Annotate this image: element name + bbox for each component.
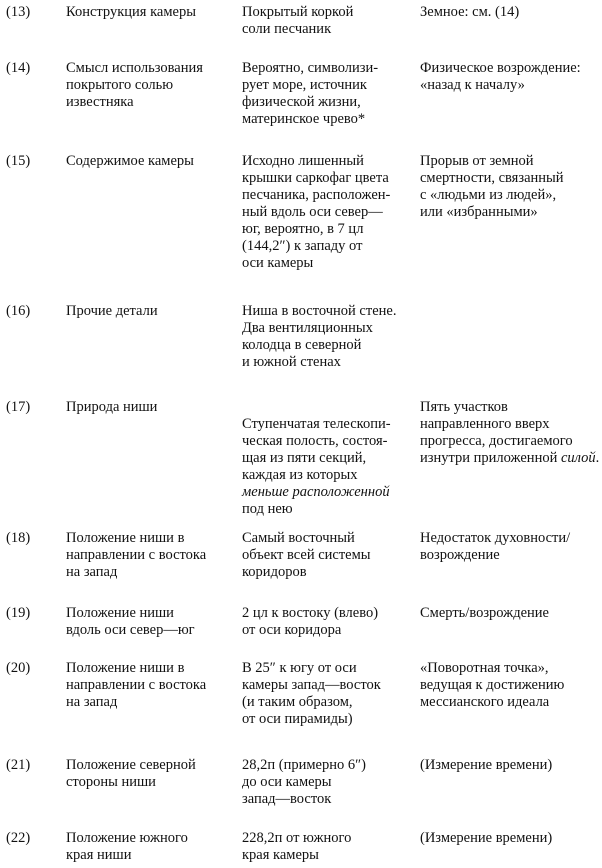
row-number: (17)	[6, 399, 31, 415]
description-text: Ступенчатая телескопи- ческая полость, состоя- щая из пяти секций, каждая из которых	[242, 416, 391, 483]
row-label: Положение ниши вдоль оси север—юг	[66, 605, 195, 638]
row-meaning: Земное: см. (14)	[420, 4, 520, 20]
row-meaning: Смерть/возрождение	[420, 605, 549, 621]
row-meaning: Физическое возрождение: «назад к началу»	[420, 60, 581, 93]
row-number: (21)	[6, 757, 31, 773]
row-number: (13)	[6, 4, 31, 20]
row-number: (19)	[6, 605, 31, 621]
row-description: 28,2п (примерно 6″) до оси камеры запад—восток	[242, 757, 366, 807]
row-label: Положение ниши в направлении с востока на запад	[66, 530, 207, 580]
row-label: Содержимое камеры	[66, 153, 194, 169]
row-label: Природа ниши	[66, 399, 158, 415]
row-description: Самый восточный объект всей системы коридоров	[242, 530, 371, 580]
row-meaning: (Измерение времени)	[420, 757, 553, 773]
meaning-tail: .	[595, 450, 600, 466]
row-number: (14)	[6, 60, 31, 76]
row-number: (16)	[6, 303, 31, 319]
row-number: (18)	[6, 530, 31, 546]
row-description: Исходно лишенный крышки саркофаг цвета песчаника, расположен- ный вдоль оси север— юг, вероятно, в 7 цл (144,2″) к западу от оси камеры	[242, 153, 391, 271]
row-description: 228,2п от южного края камеры	[242, 830, 352, 863]
row-description: 2 цл к востоку (влево) от оси коридора	[242, 605, 379, 638]
row-label: Прочие детали	[66, 303, 158, 319]
row-label: Конструкция камеры	[66, 4, 196, 20]
row-meaning: «Поворотная точка», ведущая к достижению мессианского идеала	[420, 660, 565, 710]
meaning-text: Пять участков направленного вверх прогресса, достигаемого изнутри приложенной	[420, 399, 573, 466]
description-emphasis: меньше расположенной	[242, 484, 390, 500]
row-description: В 25″ к югу от оси камеры запад—восток (и таким образом, от оси пирамиды)	[242, 660, 381, 727]
row-description: Покрытый коркой соли песчаник	[242, 4, 354, 37]
description-tail: под нею	[242, 501, 293, 517]
meaning-emphasis: силой	[560, 450, 596, 466]
row-description	[242, 399, 420, 518]
row-meaning: Недостаток духовности/ возрождение	[420, 530, 571, 563]
row-number: (20)	[6, 660, 31, 676]
row-meaning: (Измерение времени)	[420, 830, 553, 846]
row-meaning	[420, 399, 600, 467]
row-number: (22)	[6, 830, 31, 846]
row-number: (15)	[6, 153, 31, 169]
row-description: Ниша в восточной стене. Два вентиляционных колодца в северной и южной стенах	[242, 303, 397, 370]
row-label: Положение ниши в направлении с востока на запад	[66, 660, 207, 710]
row-label: Смысл использования покрытого солью известняка	[66, 60, 203, 110]
row-meaning: Прорыв от земной смертности, связанный с «людьми из людей», или «избранными»	[420, 153, 564, 220]
row-description: Вероятно, символизи- рует море, источник физической жизни, материнское чрево*	[242, 60, 379, 127]
row-label: Положение южного края ниши	[66, 830, 188, 863]
row-label: Положение северной стороны ниши	[66, 757, 196, 790]
